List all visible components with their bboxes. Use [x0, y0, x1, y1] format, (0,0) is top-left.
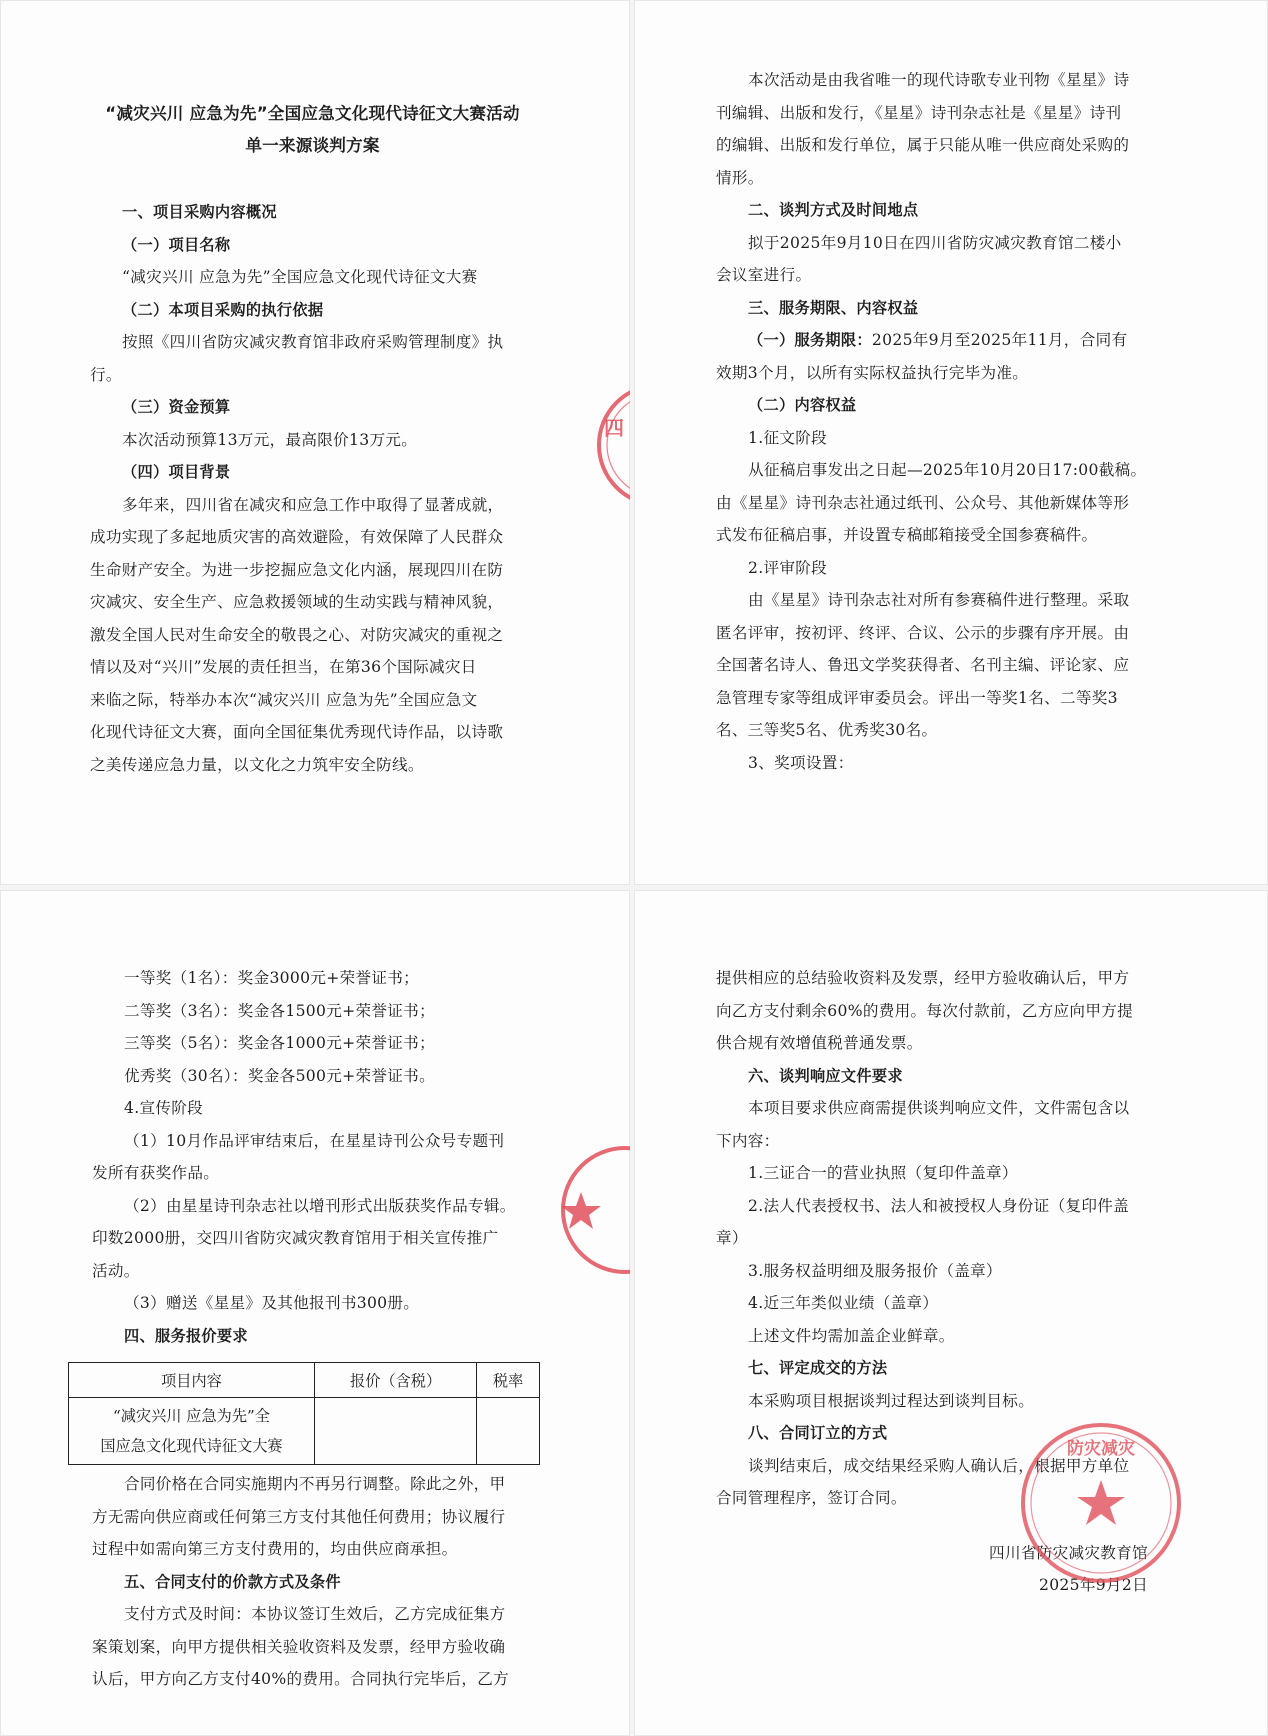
section-1-heading: 一、项目采购内容概况: [122, 203, 277, 221]
requirement-item: 4.近三年类似业绩（盖章）: [748, 1294, 939, 1312]
stage-2-line: 由《星星》诗刊杂志社对所有参赛稿件进行整理。采取: [748, 591, 1130, 609]
requirement-item: 1.三证合一的营业执照（复印件盖章）: [748, 1164, 1018, 1182]
requirement-text-1: 本项目要求供应商需提供谈判响应文件，文件需包含以: [748, 1099, 1130, 1117]
section-7-text: 本采购项目根据谈判过程达到谈判目标。: [748, 1391, 1035, 1410]
award-line: 一等奖（1名）：奖金3000元+荣誉证书；: [124, 969, 420, 987]
section-5-heading: 五、合同支付的价款方式及条件: [124, 1572, 341, 1591]
service-period-line-2: 效期3个月，以所有实际权益执行完毕为准。: [716, 363, 1029, 382]
subsection-project-name: （一）项目名称: [122, 235, 231, 254]
stage-2-line: 全国著名诗人、鲁迅文学奖获得者、名刊主编、评论家、应: [716, 656, 1130, 674]
payment-cont-line: 提供相应的总结验收资料及发票，经甲方验收确认后，甲方: [716, 969, 1130, 987]
stage-3-heading: 3、奖项设置：: [748, 753, 854, 772]
service-period-label: （一）服务期限：: [748, 331, 872, 349]
official-seal-stamp: [574, 380, 630, 510]
requirement-item: 3.服务权益明细及服务报价（盖章）: [748, 1261, 1002, 1280]
svg-text:四: 四: [604, 416, 624, 440]
stage-1-line: 由《星星》诗刊杂志社通过纸刊、公众号、其他新媒体等形: [716, 493, 1130, 512]
page-3-content-after-table: [92, 1468, 542, 1696]
award-line: 二等奖（3名）：奖金各1500元+荣誉证书；: [124, 1001, 435, 1020]
promo-line: 印数2000册，交四川省防灾减灾教育馆用于相关宣传推广: [92, 1229, 499, 1247]
section-8-text-1: 谈判结束后，成交结果经采购人确认后，根据甲方单位: [748, 1456, 1130, 1475]
document-page-4: [634, 890, 1268, 1736]
page-3-content: [92, 962, 542, 1352]
requirement-item: 上述文件均需加盖企业鲜章。: [748, 1326, 955, 1345]
payment-line: 认后，甲方向乙方支付40%的费用。合同执行完毕后，乙方: [92, 1670, 510, 1688]
payment-line: 案策划案，向甲方提供相关验收资料及发票，经甲方验收确: [92, 1637, 506, 1656]
requirement-item: 章）: [716, 1229, 748, 1247]
payment-line: 支付方式及时间：本协议签订生效后，乙方完成征集方: [124, 1605, 506, 1623]
background-line: 生命财产安全。为进一步挖掘应急文化内涵，展现四川在防: [90, 560, 504, 579]
background-line: 灾减灾、安全生产、应急救援领域的生动实践与精神风貌，: [90, 593, 504, 611]
payment-cont-line: 供合规有效增值税普通发票。: [716, 1034, 923, 1052]
page-1-content: [90, 98, 535, 781]
intro-line: 刊编辑、出版和发行，《星星》诗刊杂志社是《星星》诗刊: [716, 103, 1122, 122]
stage-2-line: 急管理专家等组成评审委员会。评出一等奖1名、二等奖3: [716, 688, 1118, 707]
section-7-heading: 七、评定成交的方法: [748, 1359, 888, 1377]
promo-line: 活动。: [92, 1261, 140, 1280]
budget-text: 本次活动预算13万元，最高限价13万元。: [122, 430, 418, 449]
stage-1-line: 式发布征稿启事，并设置专稿邮箱接受全国参赛稿件。: [716, 526, 1098, 544]
subsection-basis: （二）本项目采购的执行依据: [122, 300, 324, 319]
table-cell-tax: [477, 1398, 540, 1465]
document-page-3: [0, 890, 630, 1736]
section-6-heading: 六、谈判响应文件要求: [748, 1066, 903, 1085]
background-line: 之美传递应急力量，以文化之力筑牢安全防线。: [90, 755, 424, 774]
table-header: 税率: [477, 1363, 540, 1398]
svg-text:防灾减灾: 防灾减灾: [1067, 1439, 1135, 1459]
document-title-line-1: “减灾兴川 应急为先”全国应急文化现代诗征文大赛活动: [105, 104, 520, 123]
time-place-text-1: 拟于2025年9月10日在四川省防灾减灾教育馆二楼小: [748, 233, 1122, 252]
background-line: 化现代诗征文大赛，面向全国征集优秀现代诗作品，以诗歌: [90, 723, 504, 741]
background-line: 来临之际，特举办本次“减灾兴川 应急为先”全国应急文: [90, 690, 478, 709]
official-seal-stamp: [540, 1140, 630, 1280]
document-title-line-2: 单一来源谈判方案: [245, 136, 380, 155]
section-8-heading: 八、合同订立的方式: [748, 1424, 888, 1442]
intro-line: 的编辑、出版和发行单位，属于只能从唯一供应商处采购的: [716, 136, 1130, 154]
promo-line: 发所有获奖作品。: [92, 1164, 220, 1182]
service-period-text: 2025年9月至2025年11月，合同有: [871, 331, 1128, 349]
table-header: 项目内容: [69, 1363, 315, 1398]
basis-text-2: 行。: [90, 365, 122, 384]
page-2-content: [716, 64, 1162, 779]
time-place-text-2: 会议室进行。: [716, 266, 812, 284]
requirement-item: 2.法人代表授权书、法人和被授权人身份证（复印件盖: [748, 1196, 1130, 1215]
section-2-heading: 二、谈判方式及时间地点: [748, 201, 919, 219]
service-period-line: [716, 324, 1162, 357]
stage-2-line: 名、三等奖5名、优秀奖30名。: [716, 721, 938, 739]
promo-line: （2）由星星诗刊杂志社以增刊形式出版获奖作品专辑。: [124, 1196, 516, 1215]
table-cell-price: [314, 1398, 476, 1465]
award-line: 三等奖（5名）：奖金各1000元+荣誉证书；: [124, 1034, 435, 1052]
payment-cont-line: 向乙方支付剩余60%的费用。每次付款前，乙方应向甲方提: [716, 1001, 1134, 1020]
subsection-budget: （三）资金预算: [122, 398, 231, 416]
background-line: 情以及对“兴川”发展的责任担当，在第36个国际减灾日: [90, 658, 477, 676]
section-3-heading: 三、服务期限、内容权益: [748, 298, 919, 317]
basis-text-1: 按照《四川省防灾减灾教育馆非政府采购管理制度》执: [122, 333, 504, 351]
table-header: 报价（含税）: [314, 1363, 476, 1398]
background-line: 激发全国人民对生命安全的敬畏之心、对防灾减灾的重视之: [90, 625, 504, 644]
stage-2-line: 匿名评审，按初评、终评、合议、公示的步骤有序开展。由: [716, 623, 1130, 642]
quote-table: [68, 1362, 540, 1465]
document-page-1: [0, 0, 630, 885]
table-cell-line: “减灾兴川 应急为先”全: [112, 1407, 270, 1425]
background-line: 多年来，四川省在减灾和应急工作中取得了显著成就，: [122, 495, 504, 514]
promo-line: （1）10月作品评审结束后，在星星诗刊公众号专题刊: [124, 1131, 505, 1150]
document-page-2: [634, 0, 1268, 885]
official-seal-stamp: [1016, 1418, 1186, 1588]
section-8-text-2: 合同管理程序，签订合同。: [716, 1489, 907, 1507]
subsection-background: （四）项目背景: [122, 463, 231, 481]
signature-date: 2025年9月2日: [1038, 1576, 1148, 1594]
stage-1-heading: 1.征文阶段: [748, 428, 828, 447]
subsection-content-rights: （二）内容权益: [748, 396, 857, 414]
table-header-row: [69, 1363, 540, 1398]
background-line: 成功实现了多起地质灾害的高效避险，有效保障了人民群众: [90, 528, 504, 546]
table-row: [69, 1398, 540, 1465]
table-cell-line: 国应急文化现代诗征文大赛: [100, 1437, 283, 1455]
requirement-text-2: 下内容：: [716, 1131, 780, 1150]
section-4-heading: 四、服务报价要求: [124, 1326, 248, 1345]
stage-2-heading: 2.评审阶段: [748, 558, 828, 577]
signature-organization: 四川省防灾减灾教育馆: [989, 1543, 1148, 1562]
after-table-line: 方无需向供应商或任何第三方支付其他任何费用；协议履行: [92, 1507, 506, 1526]
after-table-line: 过程中如需向第三方支付费用的，均由供应商承担。: [92, 1540, 458, 1558]
award-line: 优秀奖（30名）：奖金各500元+荣誉证书。: [124, 1066, 435, 1085]
stage-1-line: 从征稿启事发出之日起—2025年10月20日17:00截稿。: [748, 461, 1147, 479]
after-table-line: 合同价格在合同实施期内不再另行调整。除此之外，甲: [124, 1475, 506, 1493]
project-name-text: “减灾兴川 应急为先”全国应急文化现代诗征文大赛: [122, 268, 478, 286]
stage-4-heading: 4.宣传阶段: [124, 1099, 204, 1117]
intro-line: 情形。: [716, 168, 764, 187]
intro-line: 本次活动是由我省唯一的现代诗歌专业刊物《星星》诗: [748, 71, 1130, 89]
table-cell-item: [69, 1398, 315, 1465]
promo-line: （3）赠送《星星》及其他报刊书300册。: [124, 1294, 420, 1312]
